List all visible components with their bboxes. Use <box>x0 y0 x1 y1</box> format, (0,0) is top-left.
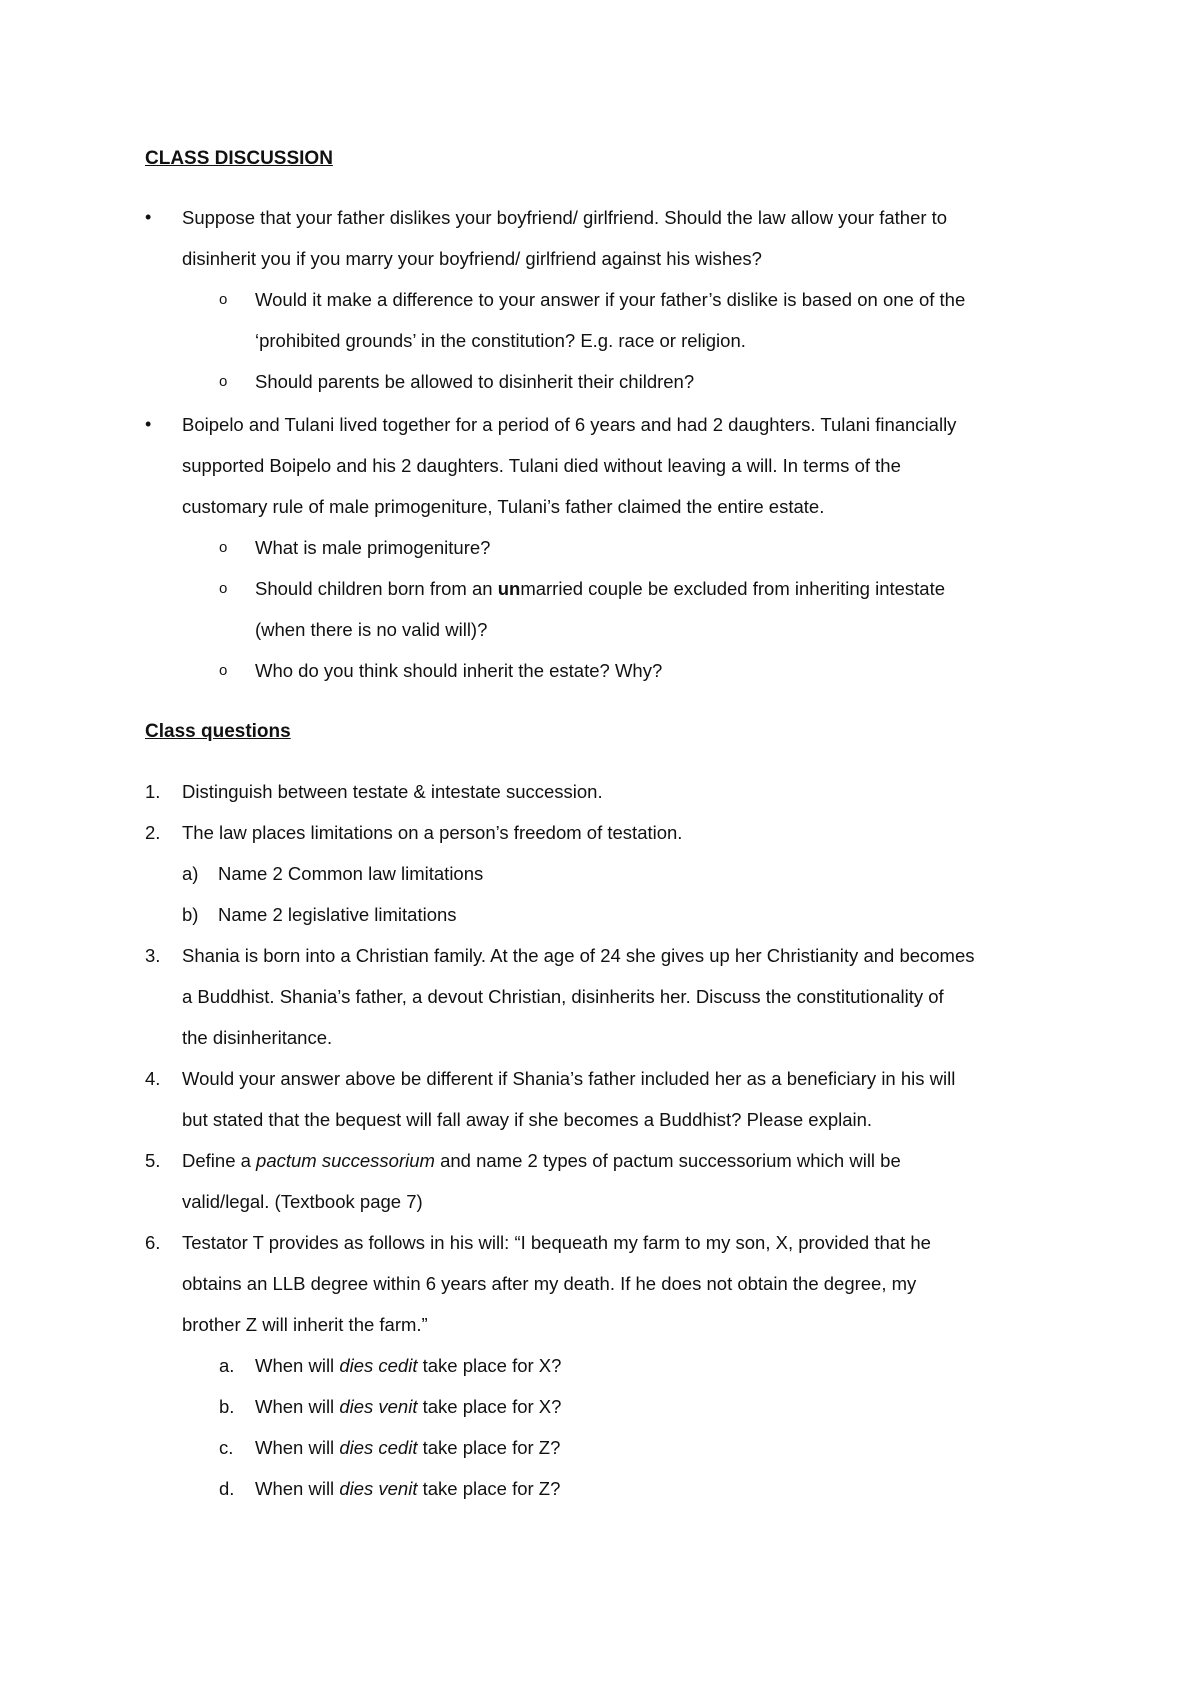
q6-sub-d <box>255 1478 560 1500</box>
q6-sub-b <box>255 1396 561 1418</box>
q4-line1: Would your answer above be different if Shania’s father included her as a beneficiary in his will <box>182 1068 956 1089</box>
q6-sub-d-post: take place for Z? <box>417 1478 561 1499</box>
question-number: 1. <box>145 781 161 802</box>
sub-question-marker: c. <box>219 1437 234 1458</box>
sub-bullet-marker: o <box>219 539 228 556</box>
q6-sub-a-pre: When will <box>255 1355 340 1376</box>
sub-question-marker: a. <box>219 1355 235 1376</box>
q6-sub-d-term: dies venit <box>339 1478 418 1499</box>
q3-line2: a Buddhist. Shania’s father, a devout Christian, disinherits her. Discuss the constitutionality of <box>182 986 944 1007</box>
sub-question-marker: b. <box>219 1396 235 1417</box>
q5-line1-part-a: Define a <box>182 1150 257 1171</box>
q6-sub-a-term: dies cedit <box>339 1355 418 1376</box>
q6-sub-c <box>255 1437 560 1459</box>
bullet2-sub2-line2: (when there is no valid will)? <box>255 619 488 640</box>
q6-sub-b-pre: When will <box>255 1396 340 1417</box>
q1-line1: Distinguish between testate & intestate succession. <box>182 781 603 802</box>
bullet2-line2: supported Boipelo and his 2 daughters. Tulani died without leaving a will. In terms of the <box>182 455 901 476</box>
q6-sub-b-post: take place for X? <box>417 1396 562 1417</box>
bullet1-sub1-line2: ‘prohibited grounds’ in the constitution? E.g. race or religion. <box>255 330 746 351</box>
sub-question-marker: d. <box>219 1478 235 1499</box>
q6-sub-a-post: take place for X? <box>417 1355 562 1376</box>
q6-sub-a <box>255 1355 561 1377</box>
q6-sub-b-term: dies venit <box>339 1396 418 1417</box>
q6-sub-c-pre: When will <box>255 1437 340 1458</box>
sub-bullet-marker: o <box>219 662 228 679</box>
sub-bullet-marker: o <box>219 580 228 597</box>
section-heading-class-discussion: CLASS DISCUSSION <box>145 148 333 169</box>
sub-bullet-marker: o <box>219 291 228 308</box>
bullet1-sub2-line1: Should parents be allowed to disinherit their children? <box>255 371 695 392</box>
q6-line3: brother Z will inherit the farm.” <box>182 1314 428 1335</box>
bullet2-sub2-emphasis-un: un <box>497 578 521 599</box>
bullet2-sub3-line1: Who do you think should inherit the estate? Why? <box>255 660 663 681</box>
bullet2-sub2-line1-part-c: married couple be excluded from inheriting intestate <box>520 578 946 599</box>
q2-sub-b: Name 2 legislative limitations <box>218 904 457 925</box>
question-number: 5. <box>145 1150 161 1171</box>
q4-line2: but stated that the bequest will fall away if she becomes a Buddhist? Please explain. <box>182 1109 873 1130</box>
q6-sub-c-term: dies cedit <box>339 1437 418 1458</box>
question-number: 3. <box>145 945 161 966</box>
bullet1-sub1-line1: Would it make a difference to your answer if your father’s dislike is based on one of the <box>255 289 966 310</box>
q3-line1: Shania is born into a Christian family. At the age of 24 she gives up her Christianity and becomes <box>182 945 975 966</box>
bullet2-line1: Boipelo and Tulani lived together for a period of 6 years and had 2 daughters. Tulani financially <box>182 414 957 435</box>
bullet2-line3: customary rule of male primogeniture, Tulani’s father claimed the entire estate. <box>182 496 825 517</box>
question-number: 6. <box>145 1232 161 1253</box>
bullet-marker: • <box>145 207 152 227</box>
q5-line1-part-c: and name 2 types of pactum successorium which will be <box>434 1150 901 1171</box>
bullet2-sub2-line1 <box>255 578 945 600</box>
q2-line1: The law places limitations on a person’s freedom of testation. <box>182 822 683 843</box>
q6-sub-d-pre: When will <box>255 1478 340 1499</box>
bullet2-sub2-line1-part-a: Should children born from an <box>255 578 498 599</box>
bullet2-sub1-line1: What is male primogeniture? <box>255 537 491 558</box>
question-number: 4. <box>145 1068 161 1089</box>
bullet-marker: • <box>145 414 152 434</box>
section-heading-class-questions: Class questions <box>145 721 291 742</box>
bullet1-line1: Suppose that your father dislikes your boyfriend/ girlfriend. Should the law allow your father to <box>182 207 948 228</box>
q2-sub-a: Name 2 Common law limitations <box>218 863 484 884</box>
q5-line2: valid/legal. (Textbook page 7) <box>182 1191 423 1212</box>
q6-line1: Testator T provides as follows in his will: “I bequeath my farm to my son, X, provided that he <box>182 1232 931 1253</box>
q5-term-pactum: pactum successorium <box>256 1150 435 1171</box>
question-number: 2. <box>145 822 161 843</box>
q6-sub-c-post: take place for Z? <box>417 1437 561 1458</box>
q5-line1 <box>182 1150 901 1172</box>
bullet1-line2: disinherit you if you marry your boyfriend/ girlfriend against his wishes? <box>182 248 762 269</box>
sub-question-marker: b) <box>182 904 199 925</box>
sub-question-marker: a) <box>182 863 199 884</box>
q3-line3: the disinheritance. <box>182 1027 333 1048</box>
sub-bullet-marker: o <box>219 373 228 390</box>
q6-line2: obtains an LLB degree within 6 years after my death. If he does not obtain the degree, my <box>182 1273 917 1294</box>
